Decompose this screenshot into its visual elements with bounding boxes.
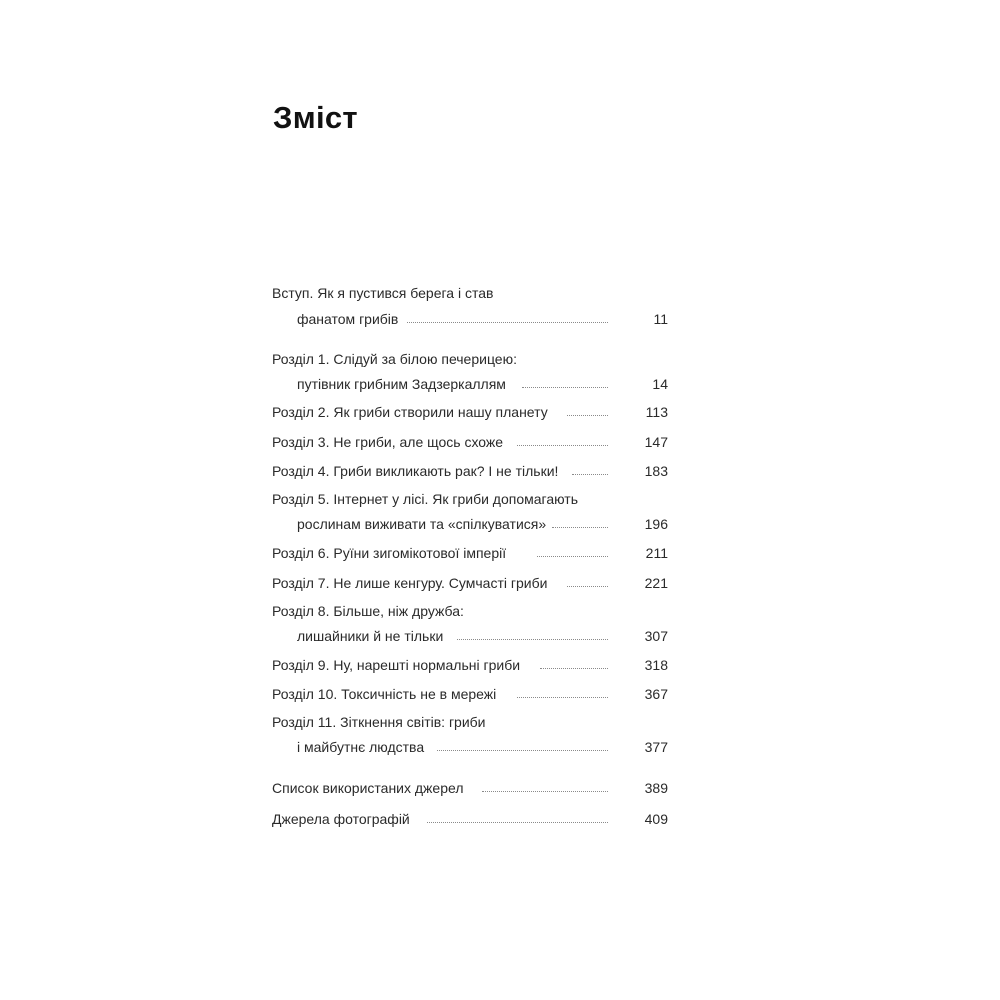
toc-page-number: 113 — [645, 404, 668, 420]
toc-page-number: 183 — [644, 463, 668, 479]
toc-entry-title: Розділ 2. Як гриби створили нашу планету — [272, 404, 548, 420]
toc-entry-title: Розділ 9. Ну, нарешті нормальні гриби — [272, 657, 521, 673]
dot-leader — [437, 750, 608, 751]
dot-leader — [567, 415, 608, 416]
toc-entry-title: Розділ 3. Не гриби, але щось схоже — [272, 434, 504, 450]
toc-page-number: 14 — [652, 376, 668, 392]
toc-page-number: 11 — [653, 311, 668, 327]
toc-page-number: 409 — [644, 811, 668, 827]
toc-entry-title: Розділ 8. Більше, ніж дружба: — [272, 603, 464, 619]
dot-leader — [457, 639, 608, 640]
toc-entry-title: Список використаних джерел — [272, 780, 464, 796]
toc-page-number: 389 — [644, 780, 668, 796]
toc-entry-title-continued: і майбутнє людства — [297, 739, 425, 755]
dot-leader — [572, 474, 608, 475]
toc-entry-title-continued: лишайники й не тільки — [297, 628, 444, 644]
toc-entry-title-continued: путівник грибним Задзеркаллям — [297, 376, 506, 392]
toc-page-number: 307 — [644, 628, 668, 644]
toc-entry-title: Розділ 5. Інтернет у лісі. Як гриби допомагають — [272, 491, 579, 507]
toc-page-number: 196 — [644, 516, 668, 532]
toc-entry-title: Розділ 11. Зіткнення світів: гриби — [272, 714, 486, 730]
dot-leader — [407, 322, 608, 323]
dot-leader — [427, 822, 608, 823]
dot-leader — [522, 387, 608, 388]
dot-leader — [540, 668, 608, 669]
toc-page-number: 147 — [644, 434, 668, 450]
toc-page-number: 221 — [644, 575, 668, 591]
toc-page-number: 211 — [645, 545, 668, 561]
dot-leader — [567, 586, 608, 587]
toc-page-number: 318 — [644, 657, 668, 673]
toc-page-number: 377 — [644, 739, 668, 755]
toc-entry-title: Розділ 4. Гриби викликають рак? І не тільки! — [272, 463, 559, 479]
dot-leader — [517, 697, 608, 698]
dot-leader — [517, 445, 608, 446]
dot-leader — [537, 556, 608, 557]
toc-entry-title: Розділ 7. Не лише кенгуру. Сумчасті гриби — [272, 575, 548, 591]
toc-entry-title: Джерела фотографій — [272, 811, 410, 827]
dot-leader — [482, 791, 608, 792]
page-title: Зміст — [273, 100, 358, 135]
toc-entry-title: Вступ. Як я пустився берега і став — [272, 285, 494, 301]
toc-entry-title: Розділ 6. Руїни зигомікотової імперії — [272, 545, 507, 561]
toc-entry-title: Розділ 1. Слідуй за білою печерицею: — [272, 351, 517, 367]
toc-entry-title: Розділ 10. Токсичність не в мережі — [272, 686, 497, 702]
dot-leader — [552, 527, 608, 528]
toc-entry-title-continued: рослинам виживати та «спілкуватися» — [297, 516, 547, 532]
toc-entry-title-continued: фанатом грибів — [297, 311, 399, 327]
toc-page-number: 367 — [644, 686, 668, 702]
